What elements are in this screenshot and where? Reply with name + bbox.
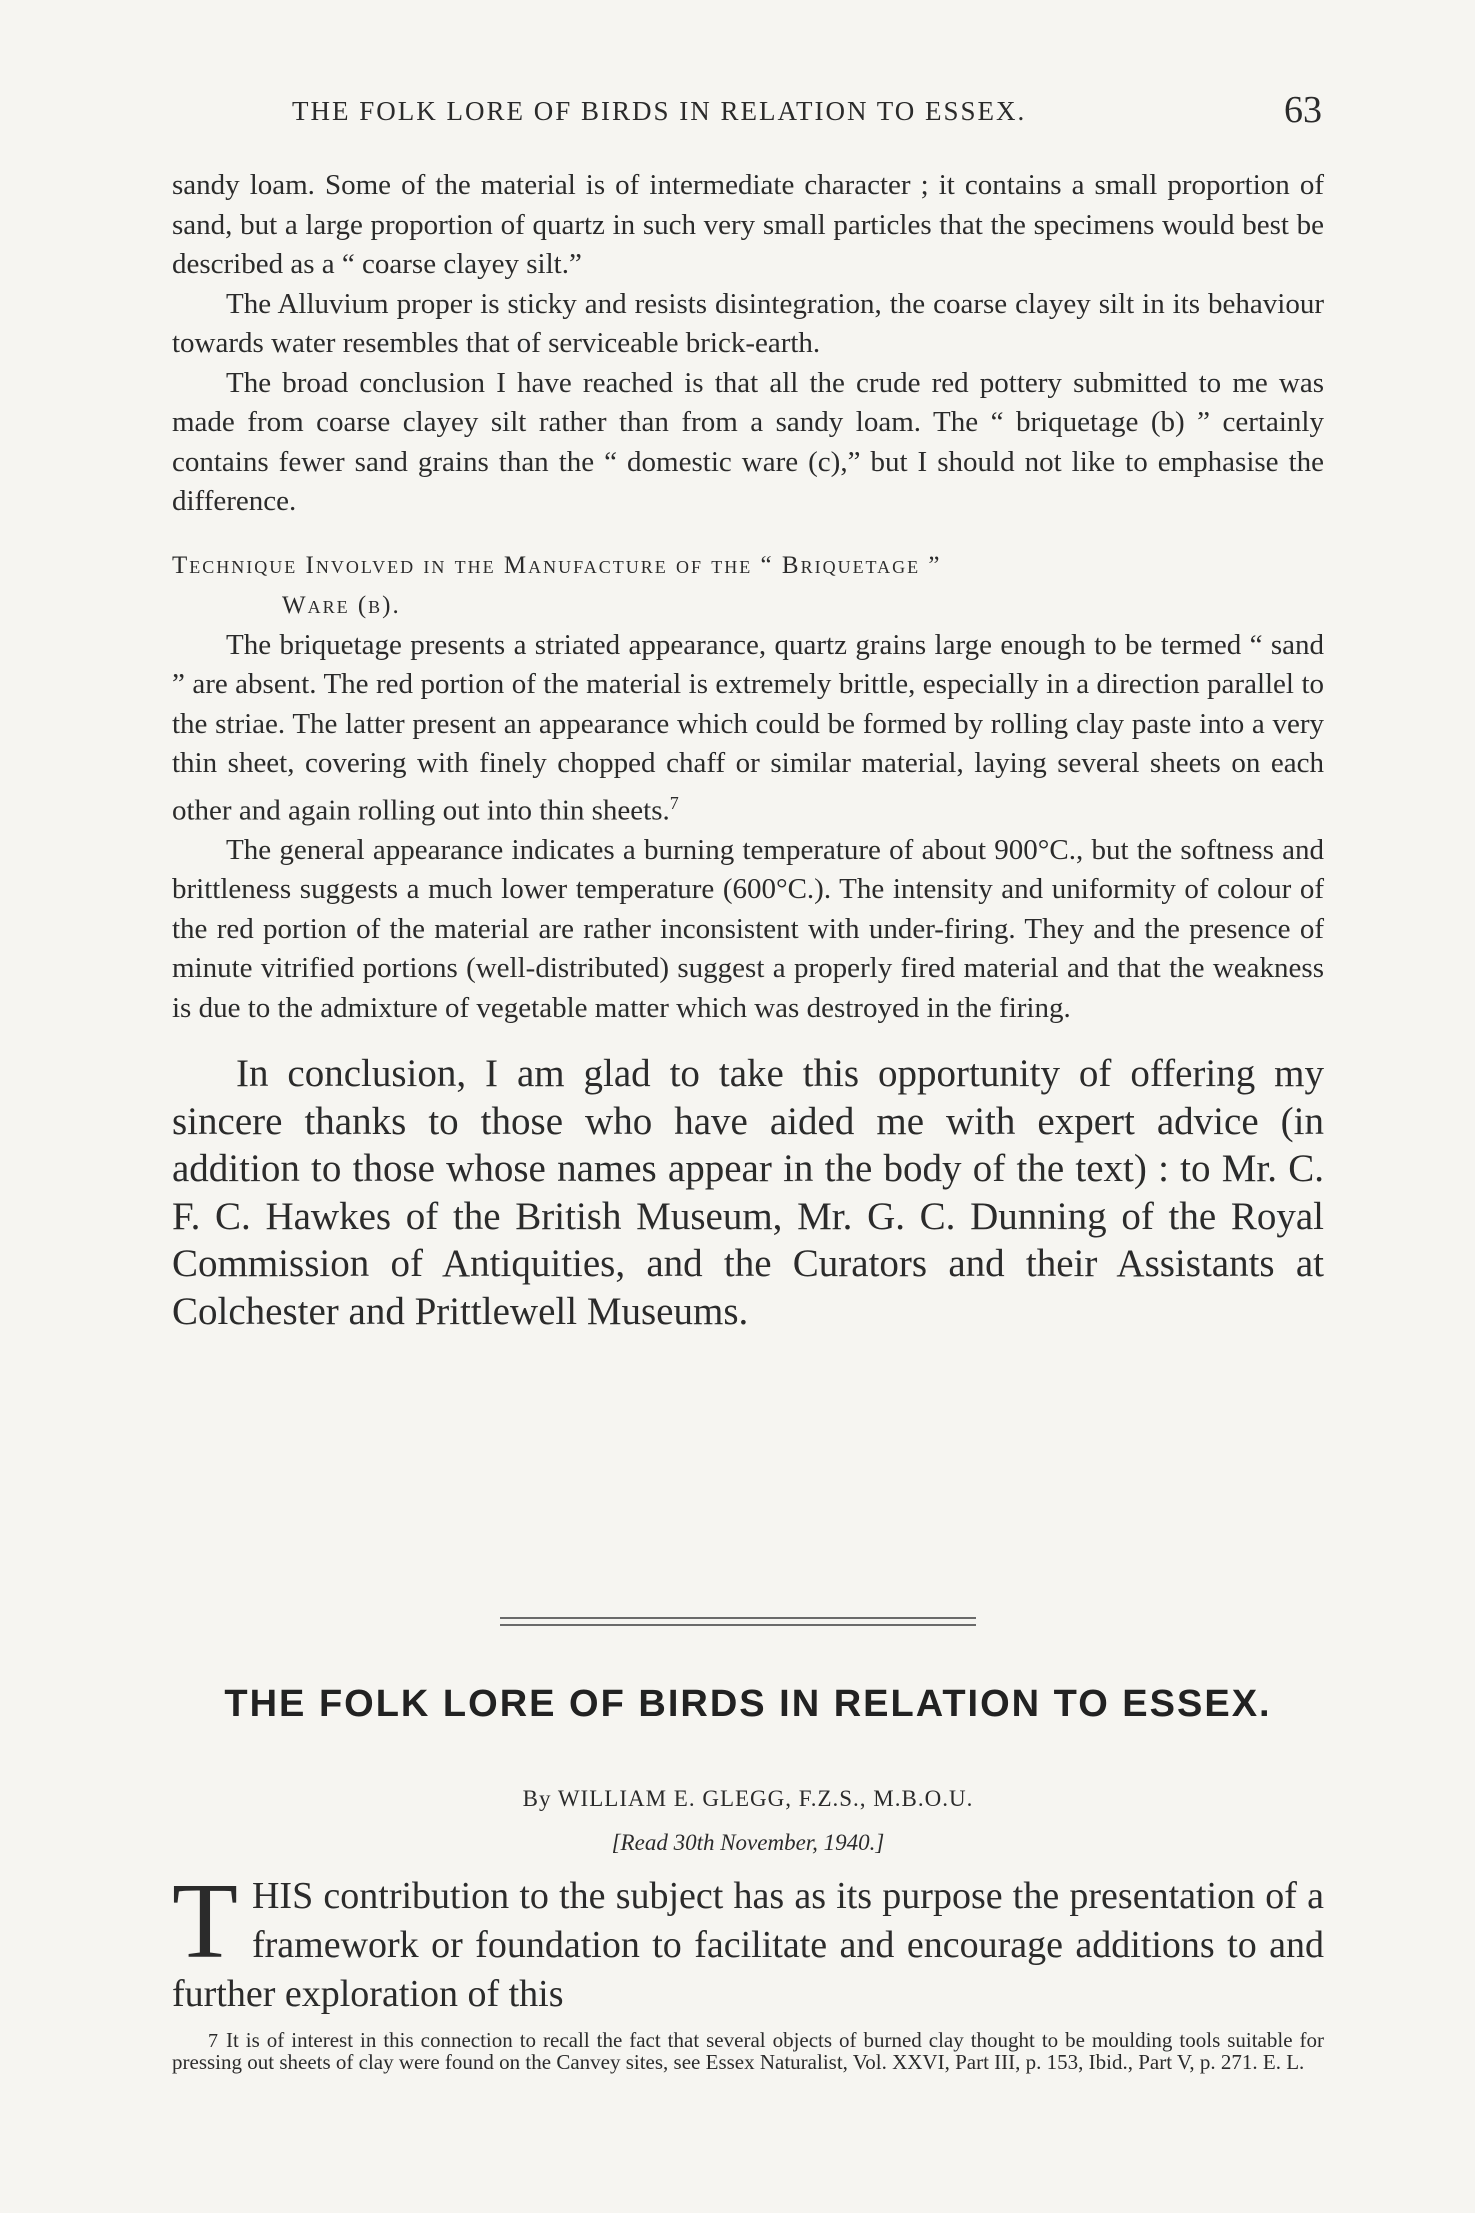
paragraph-broad-conclusion: The broad conclusion I have reached is that all the crude red pottery submitted to me was made from coarse clayey silt rather than from a sandy loam. The “ briquetage (b) ” certainly contains fewer sand grains than the “ domestic ware (c),” but I should not like to emphasise the difference. <box>172 366 1324 517</box>
body-text <box>172 166 1324 1335</box>
footnote-text: It is of interest in this connection to recall the fact that several objects of burned clay thought to be moulding tools suitable for pressing out sheets of clay were found on the Canvey sites, see Essex Naturalist, Vol. XXVI, Part III, p. 153, Ibid., Part V, p. 271. E. L. <box>172 2028 1324 2074</box>
section-heading <box>172 546 1324 626</box>
footnote-reference: 7 <box>669 792 679 813</box>
paragraph-briquetage <box>172 626 1324 831</box>
paragraph-burning-temperature: The general appearance indicates a burning temperature of about 900°C., but the softness and brittleness suggests a much lower temperature (600°C.). The intensity and uniformity of colour of the red portion of the material are rather inconsistent with under-firing. They and the presence of minute vitrified portions (well-distributed) suggest a properly fired material and that the weakness is due to the admixture of vegetable matter which was destroyed in the firing. <box>172 833 1324 1024</box>
running-title: THE FOLK LORE OF BIRDS IN RELATION TO ESSEX. <box>292 96 1027 126</box>
opening-text: HIS contribution to the subject has as its purpose the presentation of a framework or foundation to facilitate and encourage additions to and further exploration of this <box>172 1875 1324 2015</box>
section-heading-line1: Technique Involved in the Manufacture of the “ Briquetage ” <box>172 551 942 579</box>
section-heading-line2: Ware (b). <box>282 591 401 619</box>
running-head <box>172 88 1324 138</box>
article-title: THE FOLK LORE OF BIRDS IN RELATION TO ESSEX. <box>224 1683 1272 1725</box>
footnote <box>172 2030 1324 2073</box>
opening-paragraph <box>172 1862 1324 2019</box>
paragraph-sandy-loam: sandy loam. Some of the material is of intermediate character ; it contains a small proportion of sand, but a large proportion of quartz in such very small particles that the specimens would best be described as a “ coarse clayey silt.” <box>172 169 1324 280</box>
section-divider <box>500 1617 976 1626</box>
drop-cap: T <box>172 1862 238 1981</box>
page-number: 63 <box>1284 89 1322 131</box>
paragraph-briquetage-text: The briquetage presents a striated appearance, quartz grains large enough to be termed “ sand ” are absent. The red portion of the material is extremely brittle, especially in a direction parallel to the striae. The latter present an appearance which could be formed by rolling clay paste into a very thin sheet, covering with finely chopped chaff or similar material, laying several sheets on each other and again rolling out into thin sheets. <box>172 628 1324 827</box>
paragraph-alluvium: The Alluvium proper is sticky and resists disintegration, the coarse clayey silt in its behaviour towards water resembles that of serviceable brick-earth. <box>172 287 1324 359</box>
article-byline: By WILLIAM E. GLEGG, F.Z.S., M.B.O.U. <box>522 1786 974 1811</box>
footnote-mark: 7 <box>208 2030 218 2052</box>
conclusion-paragraph: In conclusion, I am glad to take this opportunity of offering my sincere thanks to those who have aided me with expert advice (in addition to those whose names appear in the body of the text) : to Mr. C. F. C. Hawkes of the British Museum, Mr. G. C. Dunning of the Royal Commission of Antiquities, and the Curators and their Assistants at Colchester and Prittlewell Museums. <box>172 1052 1324 1333</box>
read-date: [Read 30th November, 1940.] <box>611 1830 885 1855</box>
